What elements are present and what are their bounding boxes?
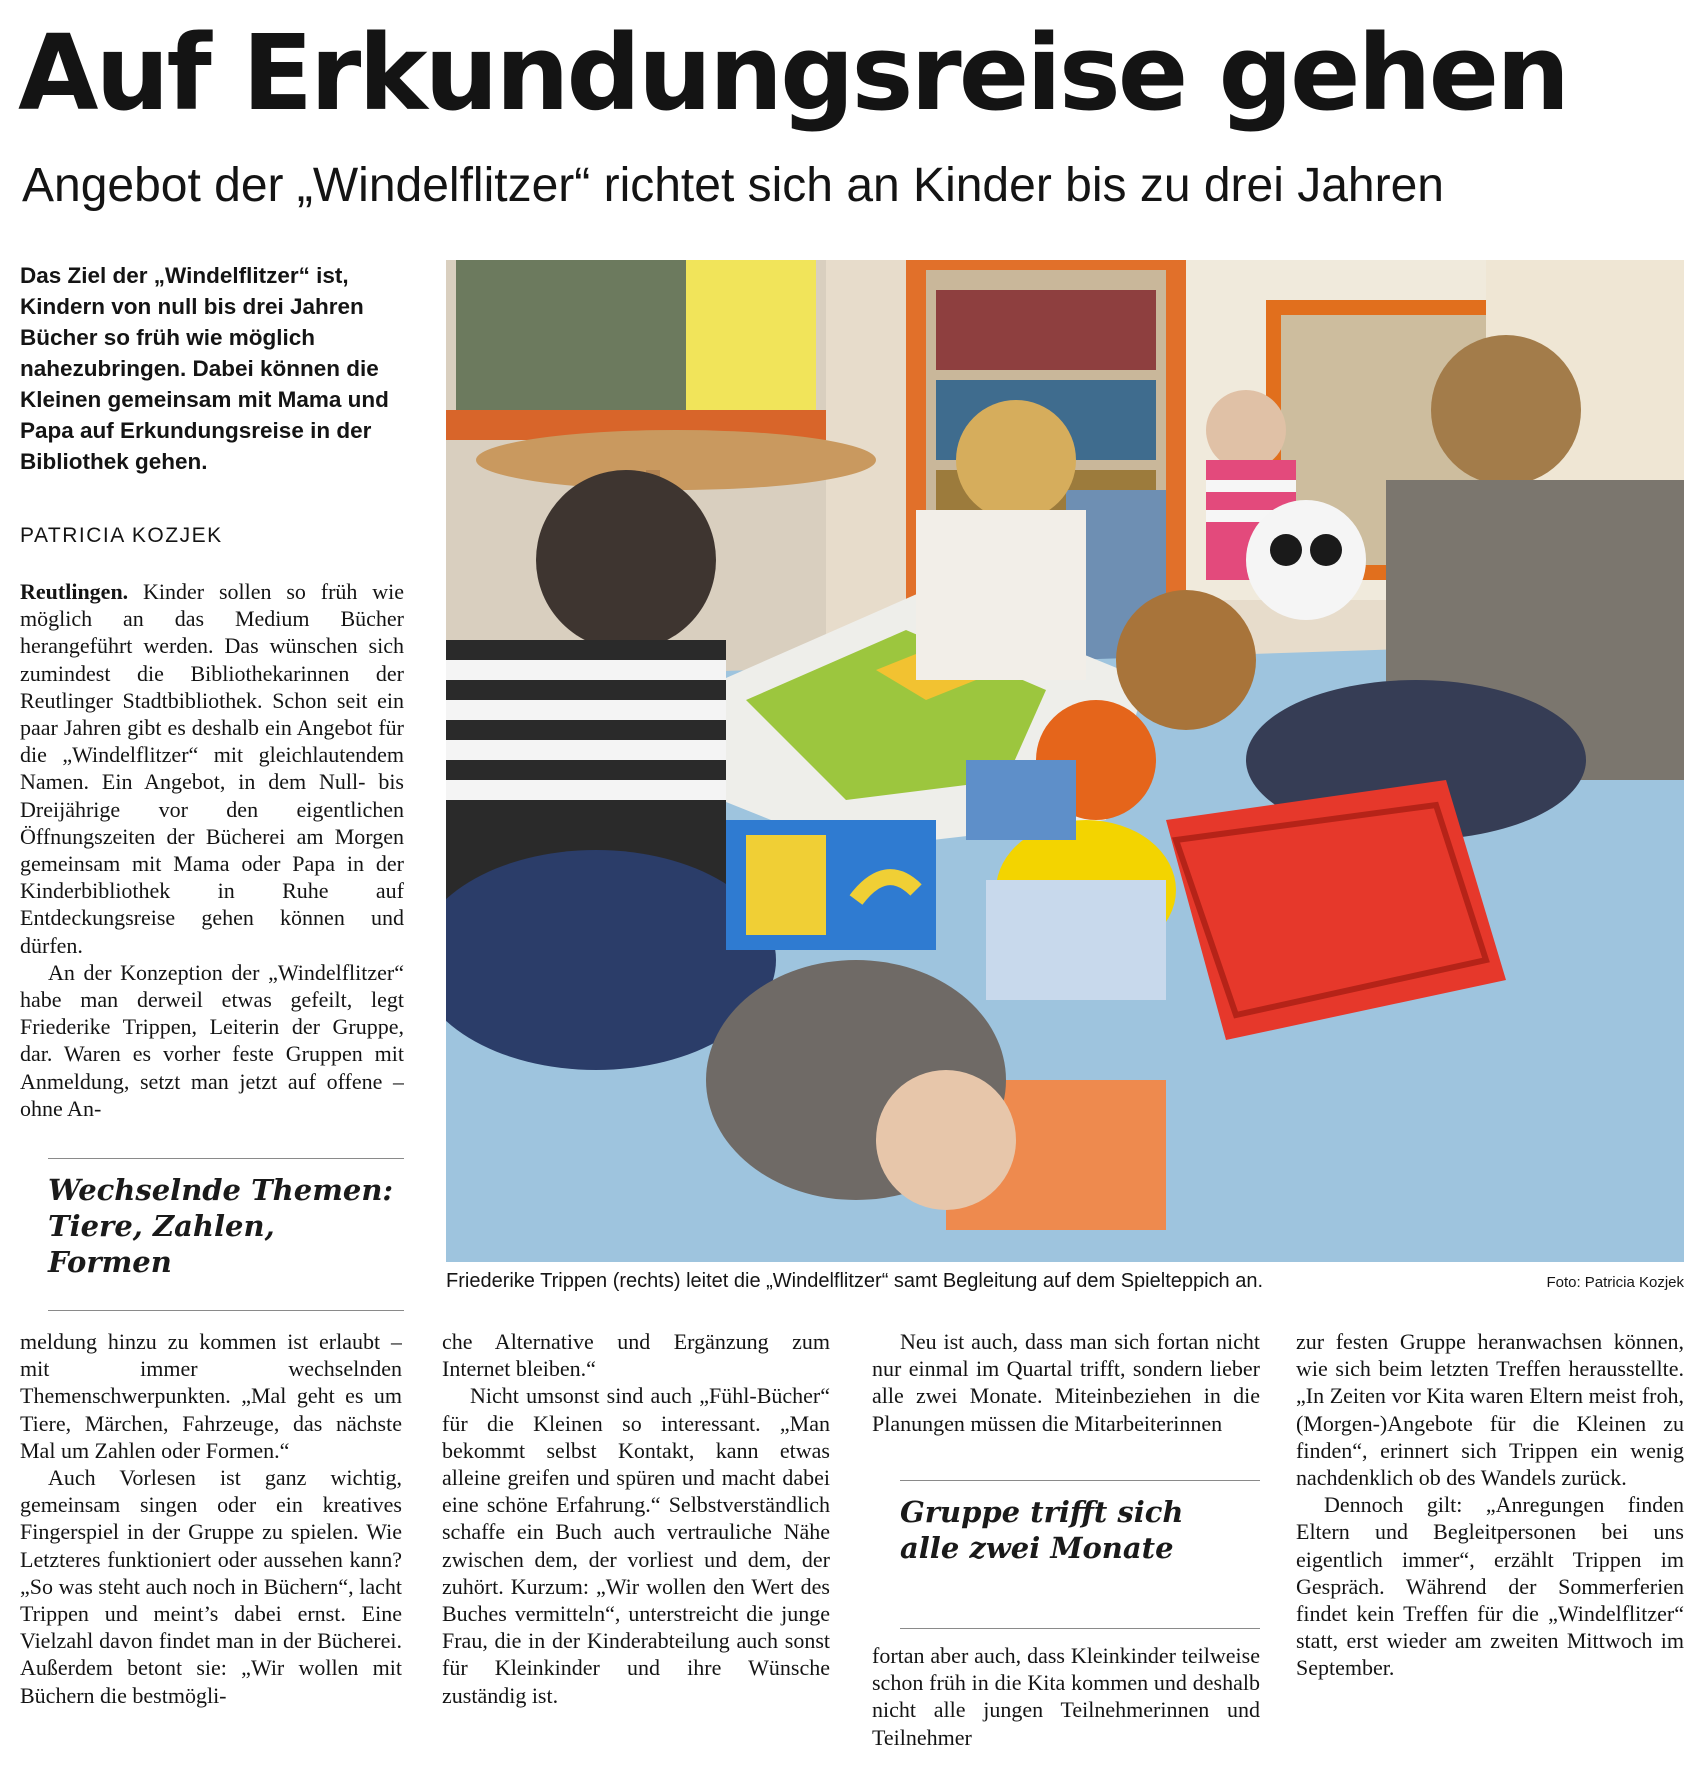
subheadline: Angebot der „Windelflitzer“ richtet sich an Kinder bis zu drei Jahren bbox=[22, 159, 1444, 212]
pullquote-rule-top bbox=[48, 1158, 404, 1159]
pullquote2-rule-bottom bbox=[900, 1628, 1260, 1629]
pullquote-rule-bottom bbox=[48, 1310, 404, 1311]
body-paragraph bbox=[20, 578, 404, 959]
lead-paragraph: Das Ziel der „Windelflitzer“ ist, Kindern von null bis drei Jahren Bücher so früh wie möglich nahezubringen. Dabei können die Kleinen gemeinsam mit Mama und Papa auf Erkundungsreise in der Bibliothek gehen. bbox=[20, 263, 389, 474]
column-3-bottom bbox=[872, 1642, 1260, 1778]
pullquote-themes: Wechselnde Themen: Tiere, Zahlen, Formen bbox=[48, 1173, 394, 1279]
pullquote-meetings: Gruppe trifft sich alle zwei Monate bbox=[900, 1495, 1184, 1565]
column-4 bbox=[1296, 1328, 1684, 1778]
column-1-bottom bbox=[20, 1328, 402, 1778]
body-paragraph: meldung hinzu zu kommen ist erlaubt – mit immer wechselnden Themenschwerpunkten. „Mal geht es um Tiere, Märchen, Fahrzeuge, das nächste Mal um Zahlen oder Formen.“ bbox=[20, 1329, 402, 1463]
photo-caption: Friederike Trippen (rechts) leitet die „Windelflitzer“ samt Begleitung auf dem Spielteppich an. bbox=[446, 1270, 1264, 1292]
body-paragraph: fortan aber auch, dass Kleinkinder teilweise schon früh in die Kita kommen und deshalb nicht alle jungen Teilnehmerinnen und Teilnehmer bbox=[872, 1643, 1260, 1750]
body-paragraph: Nicht umsonst sind auch „Fühl-Bücher“ für die Kleinen so interessant. „Man bekommt selbst Kontakt, kann etwas alleine greifen und spüren und macht dabei eine schöne Erfahrung.“ Selbstverständlich schaffe ein Buch auch vertrauliche Nähe zwischen dem, der vorliest und dem, der zuhört. Kurzum: „Wir wollen den Wert des Buches vermitteln“, unterstreicht die junge Frau, die in der Kinderabteilung auch sonst für Kleinkinder und ihre Wünsche zuständig ist. bbox=[442, 1383, 830, 1708]
article-photo bbox=[446, 260, 1684, 1262]
photo-credit: Foto: Patricia Kozjek bbox=[1546, 1274, 1684, 1291]
body-paragraph: zur festen Gruppe heranwachsen können, wie sich beim letzten Treffen herausstellte. „In Zeiten vor Kita waren Eltern meist froh, (Morgen-)Angebote für die Kleinen zu finden“, erinnert sich Trippen ein wenig nachdenklich ob des Wandels zurück. bbox=[1296, 1329, 1684, 1491]
body-paragraph: Dennoch gilt: „Anregungen finden Eltern und Begleitpersonen bei uns eigentlich immer“, erzählt Trippen im Gespräch. Während der Sommerferien findet kein Treffen für die „Windelflitzer“ statt, erst wieder am zweiten Mittwoch im September. bbox=[1296, 1492, 1684, 1681]
column-3-top bbox=[872, 1328, 1260, 1508]
pullquote2-rule-top bbox=[900, 1480, 1260, 1481]
dateline: Reutlingen. bbox=[20, 579, 129, 604]
headline: Auf Erkundungsreise gehen bbox=[18, 12, 1568, 134]
author-byline: PATRICIA KOZJEK bbox=[20, 524, 223, 547]
column-1-top bbox=[20, 578, 404, 1143]
column-2 bbox=[442, 1328, 830, 1778]
body-paragraph: An der Konzeption der „Windelflitzer“ habe man derweil etwas gefeilt, legt Friederike Trippen, Leiterin der Gruppe, dar. Waren es vorher feste Gruppen mit Anmeldung, setzt man jetzt auf offene – ohne An- bbox=[20, 959, 404, 1121]
body-text-span: Kinder sollen so früh wie möglich an das Medium Bücher herangeführt werden. Das wünschen sich zumindest die Bibliothekarinnen der Reutlinger Stadtbibliothek. Schon seit ein paar Jahren gibt es deshalb ein Angebot für die „Windelflitzer“ mit gleichlautendem Namen. Ein Angebot, in dem Null- bis Dreijährige vor den eigentlichen Öffnungszeiten der Bücherei am Morgen gemeinsam mit Mama oder Papa in der Kinderbibliothek in Ruhe auf Entdeckungsreise gehen können und dürfen. bbox=[20, 579, 404, 958]
body-paragraph: Auch Vorlesen ist ganz wichtig, gemeinsam singen oder ein kreatives Fingerspiel in der Gruppe zu spielen. Wie Letzteres funktioniert oder aussehen kann? „So was steht auch noch in Büchern“, lacht Trippen und meint’s dabei ernst. Eine Vielzahl davon findet man in der Bücherei. Außerdem betont sie: „Wir wollen mit Büchern die bestmögli- bbox=[20, 1465, 402, 1708]
library-playmat-photo bbox=[446, 260, 1684, 1262]
body-paragraph: che Alternative und Ergänzung zum Internet bleiben.“ bbox=[442, 1329, 830, 1382]
body-paragraph: Neu ist auch, dass man sich fortan nicht nur einmal im Quartal trifft, sondern lieber alle zwei Monate. Miteinbeziehen in die Planungen müssen die Mitarbeiterinnen bbox=[872, 1329, 1260, 1436]
